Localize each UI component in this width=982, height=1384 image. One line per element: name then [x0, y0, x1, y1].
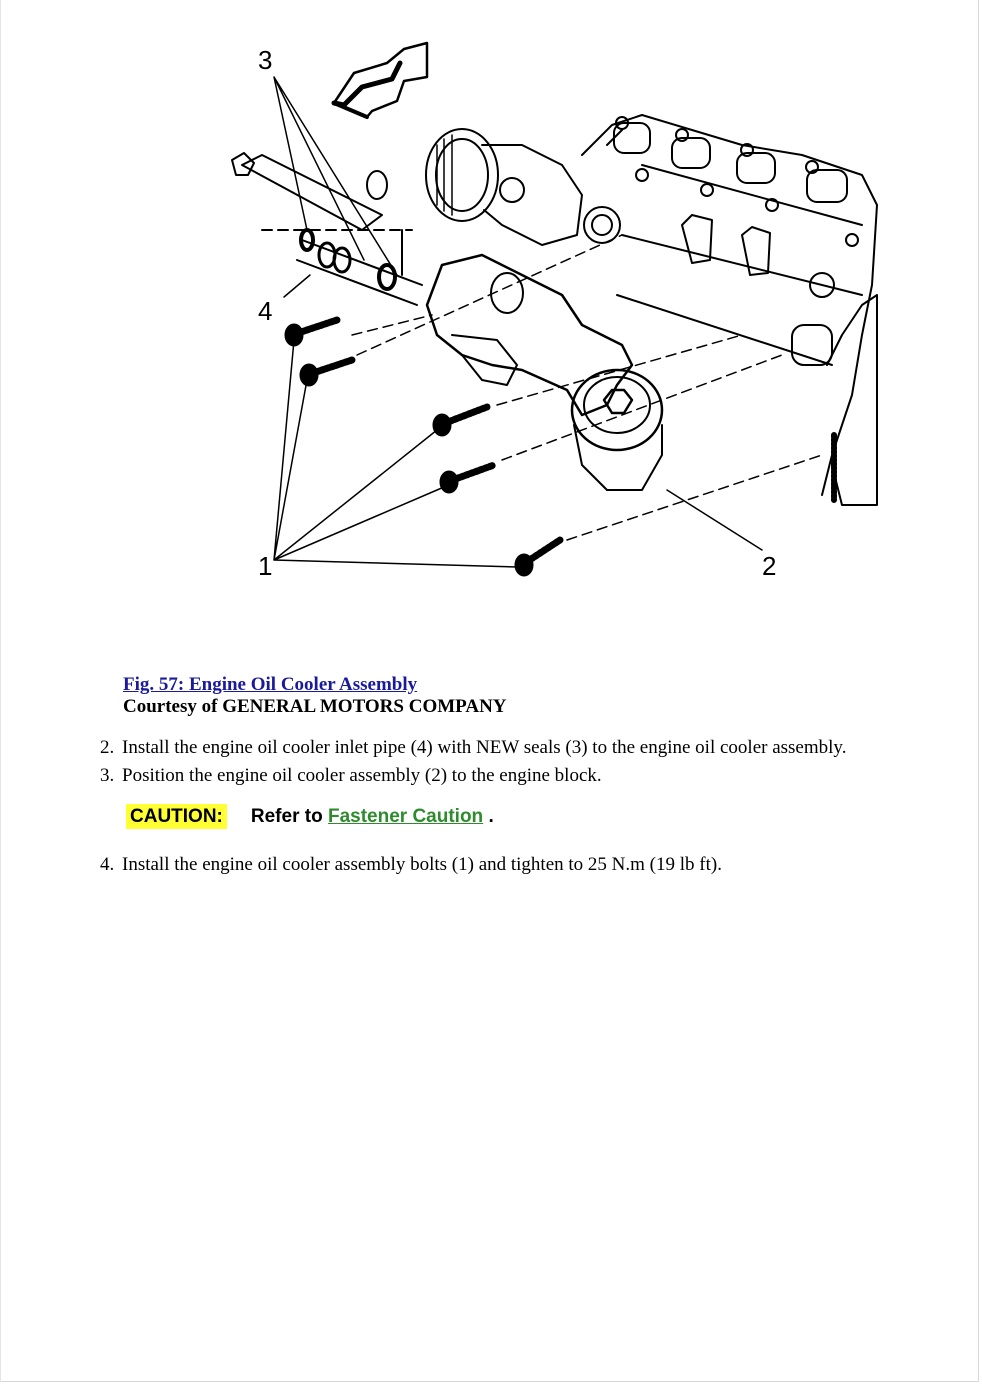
- callout-2: 2: [762, 551, 777, 581]
- callout-4: 4: [258, 296, 273, 326]
- figure-link[interactable]: Fig. 57: Engine Oil Cooler Assembly: [123, 674, 418, 695]
- fastener-caution-link[interactable]: Fastener Caution: [327, 806, 484, 827]
- step-4: [100, 854, 722, 876]
- caution-notice: [126, 806, 494, 828]
- caution-suffix: .: [488, 806, 494, 827]
- caution-text: Refer to: [250, 806, 323, 827]
- step-text: Install the engine oil cooler inlet pipe (4) with NEW seals (3) to the engine oil cooler assembly.: [122, 737, 847, 758]
- engine-oil-cooler-illustration: [222, 35, 882, 590]
- step-number: 3.: [100, 765, 115, 786]
- caution-label: CAUTION:: [126, 804, 227, 829]
- step-text: Install the engine oil cooler assembly bolts (1) and tighten to 25 N.m (19 lb ft).: [122, 854, 722, 875]
- callout-1: 1: [258, 551, 273, 581]
- step-2: [100, 737, 846, 759]
- courtesy-line: Courtesy of GENERAL MOTORS COMPANY: [123, 696, 507, 717]
- step-text: Position the engine oil cooler assembly (2) to the engine block.: [122, 765, 602, 786]
- figure-caption: [123, 674, 507, 718]
- inlet-pipe: [242, 155, 382, 230]
- step-3: [100, 765, 602, 787]
- step-number: 4.: [100, 854, 115, 875]
- callout-3: 3: [258, 45, 273, 75]
- step-number: 2.: [100, 737, 115, 758]
